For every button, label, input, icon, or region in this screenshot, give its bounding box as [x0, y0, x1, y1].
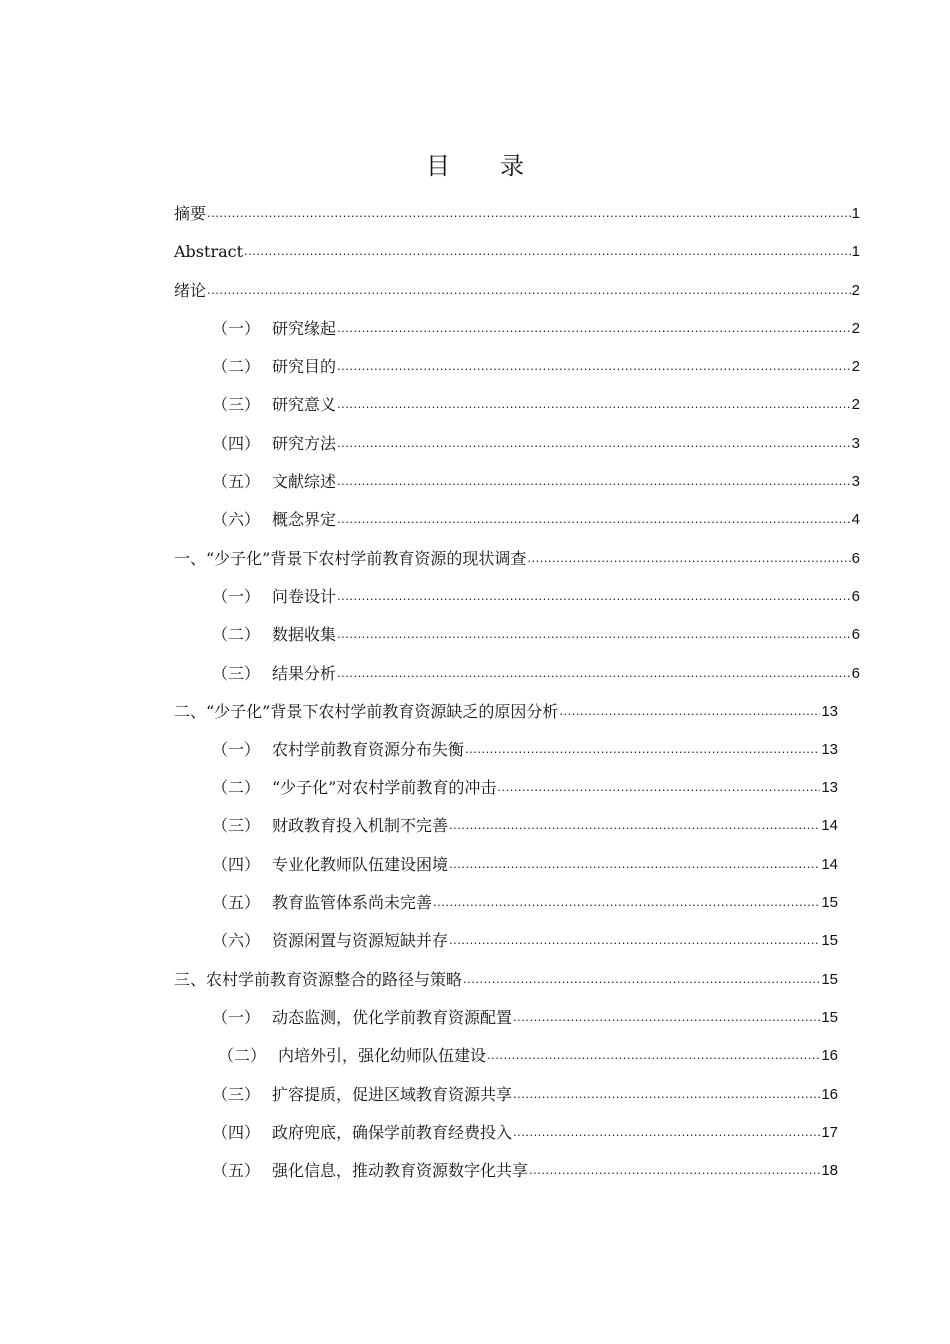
toc-entry-page: 17 [821, 1124, 838, 1141]
toc-entry-page: 6 [851, 588, 860, 605]
toc-entry-number: （三） [212, 395, 261, 414]
dot-leader [529, 1162, 820, 1178]
toc-entry-label: 概念界定 [272, 510, 337, 529]
toc-entry-abstract-cn[interactable] [174, 200, 860, 224]
dot-leader [449, 817, 820, 833]
toc-entry-number: （二） [212, 778, 261, 797]
toc-entry-intro-3[interactable] [212, 391, 860, 415]
toc-entry-number: （三） [212, 664, 261, 683]
toc-entry-ch3-5[interactable] [212, 1157, 838, 1181]
toc-entry-page: 1 [851, 205, 860, 222]
toc-entry-ch2-1[interactable] [212, 736, 838, 760]
toc-entry-ch3-2[interactable] [218, 1042, 838, 1066]
toc-entry-page: 6 [851, 626, 860, 643]
toc-entry-label: 绪论 [174, 281, 207, 300]
dot-leader [433, 894, 820, 910]
toc-entry-number: （一） [212, 587, 261, 606]
toc-entry-ch2-6[interactable] [212, 927, 838, 951]
toc-entry-page: 13 [821, 779, 838, 796]
toc-entry-label: 摘要 [174, 204, 207, 223]
toc-entry-label: 专业化教师队伍建设困境 [272, 855, 449, 874]
toc-entry-page: 16 [821, 1047, 838, 1064]
toc-entry-number: （三） [212, 1085, 261, 1104]
toc-entry-page: 2 [851, 320, 860, 337]
toc-entry-page: 15 [821, 971, 838, 988]
toc-entry-label: 内培外引，强化幼师队伍建设 [278, 1046, 487, 1065]
dot-leader [449, 932, 820, 948]
dot-leader [337, 358, 851, 374]
toc-entry-number: （四） [212, 434, 261, 453]
dot-leader [527, 550, 850, 566]
toc-entry-page: 2 [851, 358, 860, 375]
toc-entry-label: 强化信息，推动教育资源数字化共享 [272, 1161, 529, 1180]
toc-entry-number: （二） [212, 625, 261, 644]
toc-entry-ch2-2[interactable] [212, 774, 838, 798]
toc-entry-number: （五） [212, 893, 261, 912]
toc-entry-page: 13 [821, 703, 838, 720]
dot-leader [207, 205, 851, 221]
toc-entry-label: 三、农村学前教育资源整合的路径与策略 [174, 970, 463, 989]
toc-entry-intro-4[interactable] [212, 430, 860, 454]
dot-leader [513, 1124, 820, 1140]
toc-entry-page: 2 [851, 396, 860, 413]
toc-entry-number: （六） [212, 510, 261, 529]
toc-entry-chapter-2[interactable] [174, 698, 838, 722]
toc-entry-ch3-4[interactable] [212, 1119, 838, 1143]
toc-entry-label: 研究意义 [272, 395, 337, 414]
toc-entry-chapter-3[interactable] [174, 966, 838, 990]
dot-leader [487, 1047, 820, 1063]
dot-leader [497, 779, 820, 795]
toc-entry-ch2-4[interactable] [212, 851, 838, 875]
toc-entry-number: （四） [212, 1123, 261, 1142]
dot-leader [244, 243, 851, 259]
toc-entry-label: 研究方法 [272, 434, 337, 453]
toc-entry-page: 16 [821, 1086, 838, 1103]
toc-entry-page: 3 [851, 435, 860, 452]
dot-leader [465, 741, 820, 757]
toc-entry-intro-5[interactable] [212, 468, 860, 492]
toc-entry-page: 1 [851, 243, 860, 260]
toc-entry-label: 动态监测，优化学前教育资源配置 [272, 1008, 513, 1027]
toc-entry-label: “少子化”对农村学前教育的冲击 [272, 778, 497, 797]
dot-leader [337, 626, 851, 642]
toc-entry-number: （二） [212, 357, 261, 376]
dot-leader [337, 473, 851, 489]
toc-title [0, 146, 950, 181]
toc-entry-intro-6[interactable] [212, 506, 860, 530]
dot-leader [337, 665, 851, 681]
toc-entry-ch1-1[interactable] [212, 583, 860, 607]
toc-entry-number: （一） [212, 740, 261, 759]
dot-leader [207, 282, 851, 298]
toc-entry-page: 14 [821, 856, 838, 873]
toc-entry-label: 政府兜底，确保学前教育经费投入 [272, 1123, 513, 1142]
toc-entry-label: 研究目的 [272, 357, 337, 376]
toc-entry-number: （五） [212, 472, 261, 491]
toc-entry-ch3-1[interactable] [212, 1004, 838, 1028]
toc-entry-label: 二、“少子化”背景下农村学前教育资源缺乏的原因分析 [174, 702, 559, 721]
toc-entry-page: 15 [821, 894, 838, 911]
toc-entry-label: Abstract [174, 242, 244, 261]
toc-entry-page: 14 [821, 817, 838, 834]
toc-entry-ch3-3[interactable] [212, 1081, 838, 1105]
dot-leader [513, 1086, 820, 1102]
toc-entry-label: 农村学前教育资源分布失衡 [272, 740, 465, 759]
toc-entry-number: （五） [212, 1161, 261, 1180]
toc-entry-label: 问卷设计 [272, 587, 337, 606]
toc-entry-intro-2[interactable] [212, 353, 860, 377]
dot-leader [337, 511, 851, 527]
dot-leader [337, 396, 851, 412]
toc-entry-number: （一） [212, 319, 261, 338]
toc-entry-ch1-3[interactable] [212, 660, 860, 684]
toc-entry-label: 财政教育投入机制不完善 [272, 816, 449, 835]
toc-entry-number: （六） [212, 931, 261, 950]
toc-entry-label: 教育监管体系尚未完善 [272, 893, 433, 912]
toc-entry-page: 2 [851, 282, 860, 299]
dot-leader [463, 971, 820, 987]
toc-title-char-2: 录 [500, 152, 524, 180]
dot-leader [337, 435, 851, 451]
toc-entry-label: 研究缘起 [272, 319, 337, 338]
toc-entry-chapter-1[interactable] [174, 545, 860, 569]
toc-entry-page: 3 [851, 473, 860, 490]
toc-entry-label: 扩容提质，促进区域教育资源共享 [272, 1085, 513, 1104]
toc-entry-abstract-en[interactable] [174, 238, 860, 262]
toc-entry-ch1-2[interactable] [212, 621, 860, 645]
toc-entry-page: 6 [851, 665, 860, 682]
toc-entry-number: （三） [212, 816, 261, 835]
dot-leader [449, 856, 820, 872]
toc-entry-page: 4 [851, 511, 860, 528]
toc-entry-number: （二） [218, 1046, 267, 1065]
toc-entry-label: 结果分析 [272, 664, 337, 683]
toc-entry-introduction[interactable] [174, 277, 860, 301]
toc-entry-label: 文献综述 [272, 472, 337, 491]
dot-leader [559, 703, 820, 719]
toc-entry-page: 18 [821, 1162, 838, 1179]
toc-entry-number: （四） [212, 855, 261, 874]
toc-entry-page: 13 [821, 741, 838, 758]
toc-entry-page: 6 [851, 550, 860, 567]
dot-leader [337, 320, 851, 336]
toc-entry-label: 数据收集 [272, 625, 337, 644]
toc-entry-label: 一、“少子化”背景下农村学前教育资源的现状调查 [174, 549, 527, 568]
toc-title-char-1: 目 [426, 152, 450, 180]
toc-entry-ch2-3[interactable] [212, 812, 838, 836]
dot-leader [337, 588, 851, 604]
toc-entry-page: 15 [821, 932, 838, 949]
toc-entry-ch2-5[interactable] [212, 889, 838, 913]
toc-entry-intro-1[interactable] [212, 315, 860, 339]
toc-entry-label: 资源闲置与资源短缺并存 [272, 931, 449, 950]
dot-leader [513, 1009, 820, 1025]
toc-entry-page: 15 [821, 1009, 838, 1026]
toc-entry-number: （一） [212, 1008, 261, 1027]
